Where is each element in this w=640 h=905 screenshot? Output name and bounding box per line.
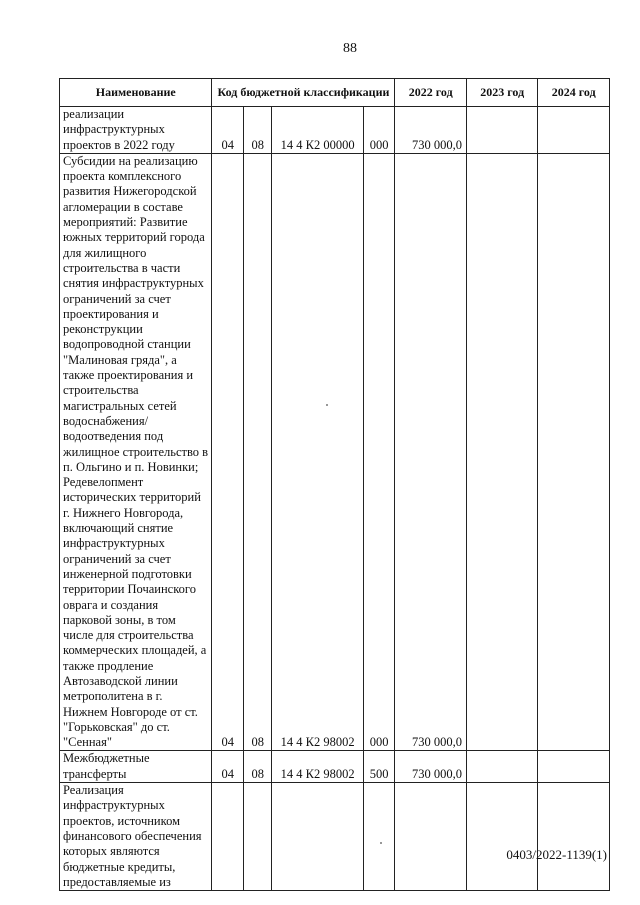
row-subsection: 08 [244,107,272,154]
scan-speck [380,842,382,844]
header-2023: 2023 год [466,79,538,107]
row-kind: 000 [363,153,395,751]
table-row [60,751,610,783]
row-2024 [538,107,610,154]
row-2023 [466,107,538,154]
row-subsection: 08 [244,751,272,783]
table-header-row [60,79,610,107]
row-2022: 730 000,0 [395,751,467,783]
row-section: 04 [212,153,244,751]
row-2023 [466,751,538,783]
row-2023 [466,783,538,891]
row-name: Межбюджетные трансферты [60,751,212,783]
row-2023 [466,153,538,751]
row-subsection: 08 [244,153,272,751]
row-2022 [395,783,467,891]
row-2024 [538,153,610,751]
document-code: 0403/2022-1139(1) [506,847,607,862]
page-number: 88 [343,41,357,56]
row-2024 [538,783,610,891]
row-section: 04 [212,107,244,154]
budget-table [59,78,610,891]
row-section [212,783,244,891]
row-2024 [538,751,610,783]
row-target: 14 4 К2 98002 [272,153,363,751]
header-code: Код бюджетной классификации [212,79,395,107]
row-kind: 500 [363,751,395,783]
row-target: 14 4 К2 98002 [272,751,363,783]
row-name: Реализация инфраструктурных проектов, источником финансового обеспечения которых являются бюджетные кредиты, предоставляемые из [60,783,212,891]
table-row [60,107,610,154]
row-target [272,783,363,891]
row-name: реализации инфраструктурных проектов в 2022 году [60,107,212,154]
row-name: Субсидии на реализацию проекта комплексного развития Нижегородской агломерации в составе мероприятий: Развитие южных территорий города для жилищного строительства в части снятия инфраструктурных ограничений за счет проектирования и реконструкции водопроводной станции "Малиновая гряда", а также проектирования и строительства магистральных сетей водоснабжения/водоотведения под жилищное строительство в п. Ольгино и п. Новинки; Редевелопмент исторических территорий г. Нижнего Новгорода, включающий снятие инфраструктурных ограничений за счет инженерной подготовки территории Почаинского оврага и создания парковой зоны, в том числе для строительства коммерческих площадей, а также продление Автозаводской линии метрополитена в г. Нижнем Новгороде от ст. "Горьковская" до ст. "Сенная" [60,153,212,751]
row-subsection [244,783,272,891]
row-kind [363,783,395,891]
row-kind: 000 [363,107,395,154]
scan-speck [326,404,328,406]
row-2022: 730 000,0 [395,107,467,154]
header-2024: 2024 год [538,79,610,107]
row-target: 14 4 К2 00000 [272,107,363,154]
row-section: 04 [212,751,244,783]
header-name: Наименование [60,79,212,107]
table-row [60,783,610,891]
header-2022: 2022 год [395,79,467,107]
row-2022: 730 000,0 [395,153,467,751]
table-row [60,153,610,751]
